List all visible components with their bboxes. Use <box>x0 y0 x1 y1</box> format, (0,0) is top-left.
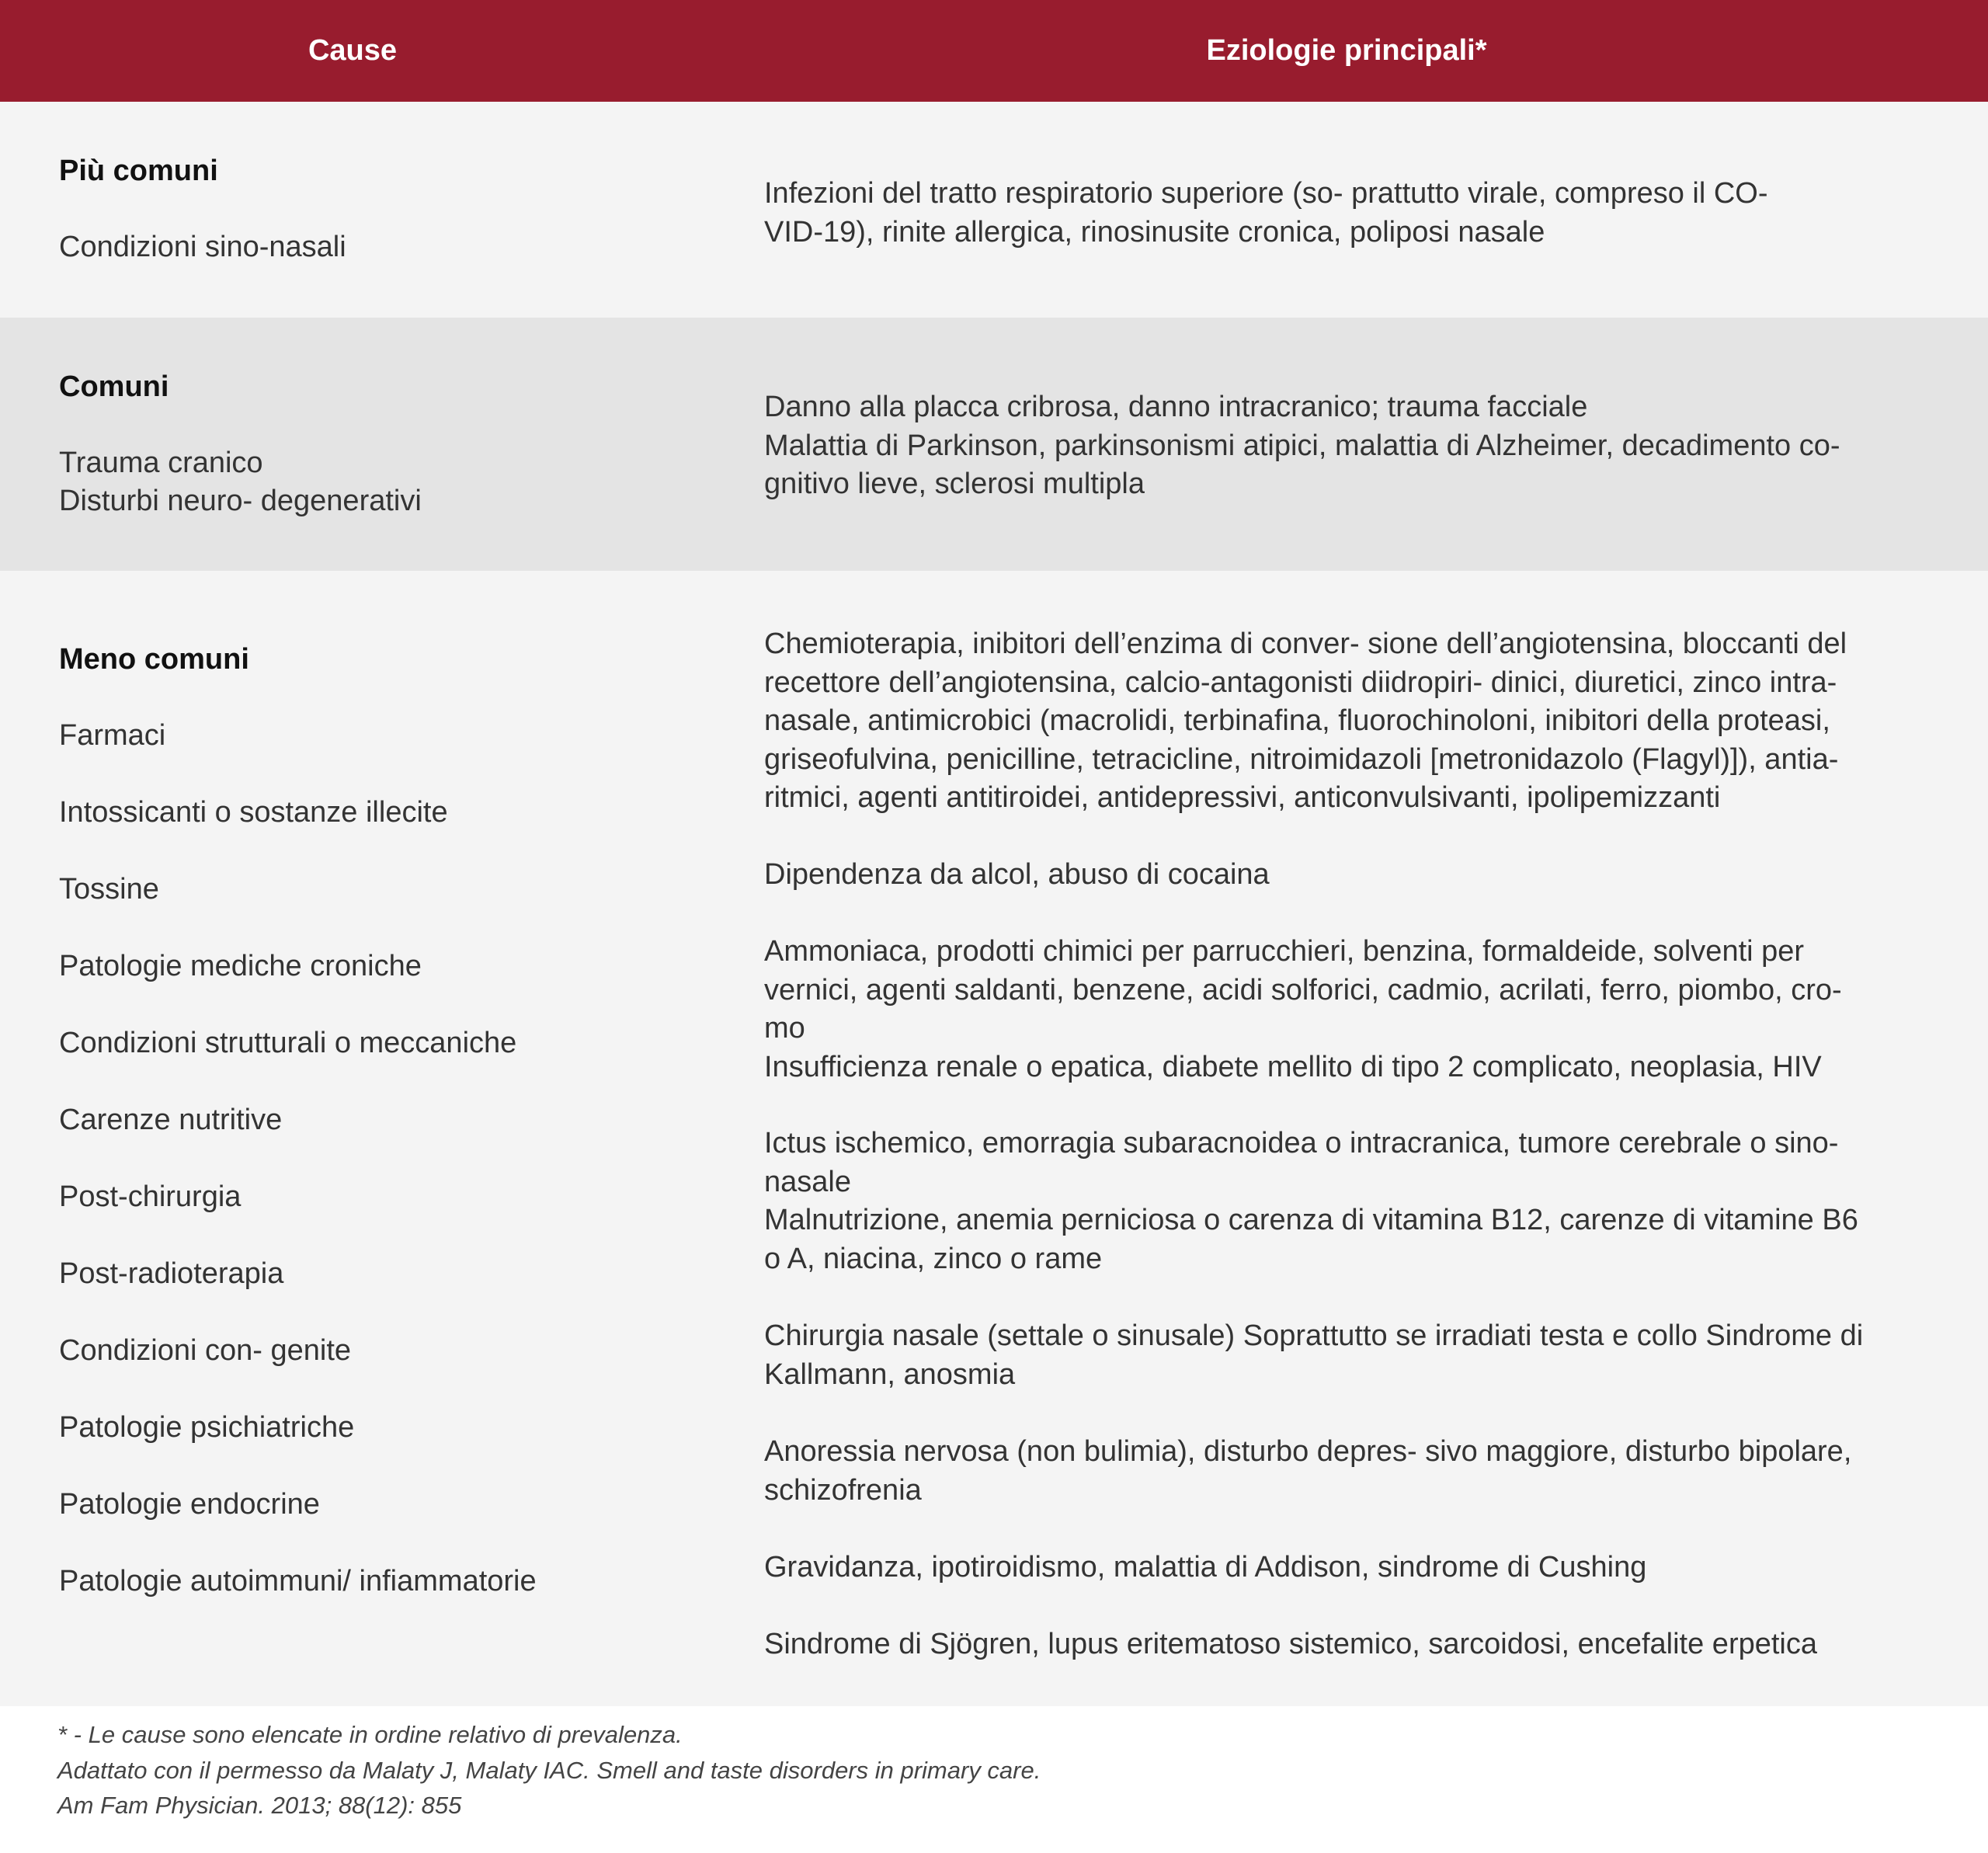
cause-label: Intossicanti o sostanze illecite <box>59 796 448 829</box>
etiology-text: Ammoniaca, prodotti chimici per parrucchieri, benzina, formaldeide, solventi per vernici, agenti saldanti, benzene, acidi solforici, cadmio, acrilati, ferro, piombo, cro- mo Insufficienza renale o epatica, diabete mellito di tipo 2 complicato, neoplasia, HIV <box>764 935 1842 1083</box>
etiology-text: Ictus ischemico, emorragia subaracnoidea o intracranica, tumore cerebrale o sino- nasale Malnutrizione, anemia perniciosa o carenza di vitamina B12, carenze di vitamine B6 o A, niacina, zinco o rame <box>764 1127 1858 1275</box>
etiology-text: Dipendenza da alcol, abuso di cocaina <box>764 858 1270 891</box>
table-header <box>0 0 1988 102</box>
cause-label: Condizioni con- genite <box>59 1334 352 1367</box>
section-less-common <box>0 571 1988 1706</box>
cause-label: Patologie mediche croniche <box>59 950 422 982</box>
etiology-text: Chemioterapia, inibitori dell’enzima di conver- sione dell’angiotensina, bloccanti del recettore dell’angiotensina, calcio-antagonisti diidropiri- dinici, diuretici, zinco intra- nasale, antimicrobici (macrolidi, terbinafina, fluorochinoloni, inibitori della proteasi, griseofulvina, penicilline, tetracicline, nitroimidazoli [metronidazolo (Flagyl)]), antia- ritmici, agenti antitiroidei, antidepressivi, anticonvulsivanti, ipolipemizzanti <box>764 628 1847 814</box>
column-header-cause: Cause <box>308 34 398 67</box>
category-title: Più comuni <box>59 155 218 187</box>
cause-label: Post-radioterapia <box>59 1257 284 1290</box>
etiology-text: Anoressia nervosa (non bulimia), disturbo depres- sivo maggiore, disturbo bipolare, schizofrenia <box>764 1435 1852 1507</box>
section-common <box>0 318 1988 571</box>
cause-label: Patologie autoimmuni/ infiammatorie <box>59 1565 537 1597</box>
etiology-text: Infezioni del tratto respiratorio superiore (so- prattutto virale, compreso il CO- VID-19), rinite allergica, rinosinusite cronica, poliposi nasale <box>764 177 1768 249</box>
cause-label: Tossine <box>59 873 159 906</box>
column-header-etiology: Eziologie principali* <box>1206 34 1487 67</box>
section-most-common <box>0 102 1988 318</box>
category-title: Comuni <box>59 370 169 403</box>
footnote: Am Fam Physician. 2013; 88(12): 855 <box>57 1792 462 1819</box>
cause-label: Condizioni sino-nasali <box>59 231 346 263</box>
cause-label: Patologie endocrine <box>59 1488 320 1521</box>
cause-label: Post-chirurgia <box>59 1180 242 1213</box>
cause-label: Carenze nutritive <box>59 1104 283 1136</box>
etiology-text: Gravidanza, ipotiroidismo, malattia di Addison, sindrome di Cushing <box>764 1551 1647 1584</box>
cause-label: Trauma cranico <box>59 447 263 479</box>
cause-label: Condizioni strutturali o meccaniche <box>59 1027 517 1059</box>
cause-label: Farmaci <box>59 719 166 752</box>
category-title: Meno comuni <box>59 643 249 676</box>
cause-label: Disturbi neuro- degenerativi <box>59 485 422 517</box>
footnote: Adattato con il permesso da Malaty J, Malaty IAC. Smell and taste disorders in primary care. <box>57 1757 1041 1784</box>
etiology-text: Danno alla placca cribrosa, danno intracranico; trauma facciale Malattia di Parkinson, parkinsonismi atipici, malattia di Alzheimer, decadimento co- gnitivo lieve, sclerosi multipla <box>764 391 1840 500</box>
cause-label: Patologie psichiatriche <box>59 1411 355 1444</box>
footnote: * - Le cause sono elencate in ordine relativo di prevalenza. <box>57 1721 683 1748</box>
etiology-text: Chirurgia nasale (settale o sinusale) Soprattutto se irradiati testa e collo Sindrome di Kallmann, anosmia <box>764 1319 1864 1391</box>
etiology-text: Sindrome di Sjögren, lupus eritematoso sistemico, sarcoidosi, encefalite erpetica <box>764 1628 1817 1660</box>
